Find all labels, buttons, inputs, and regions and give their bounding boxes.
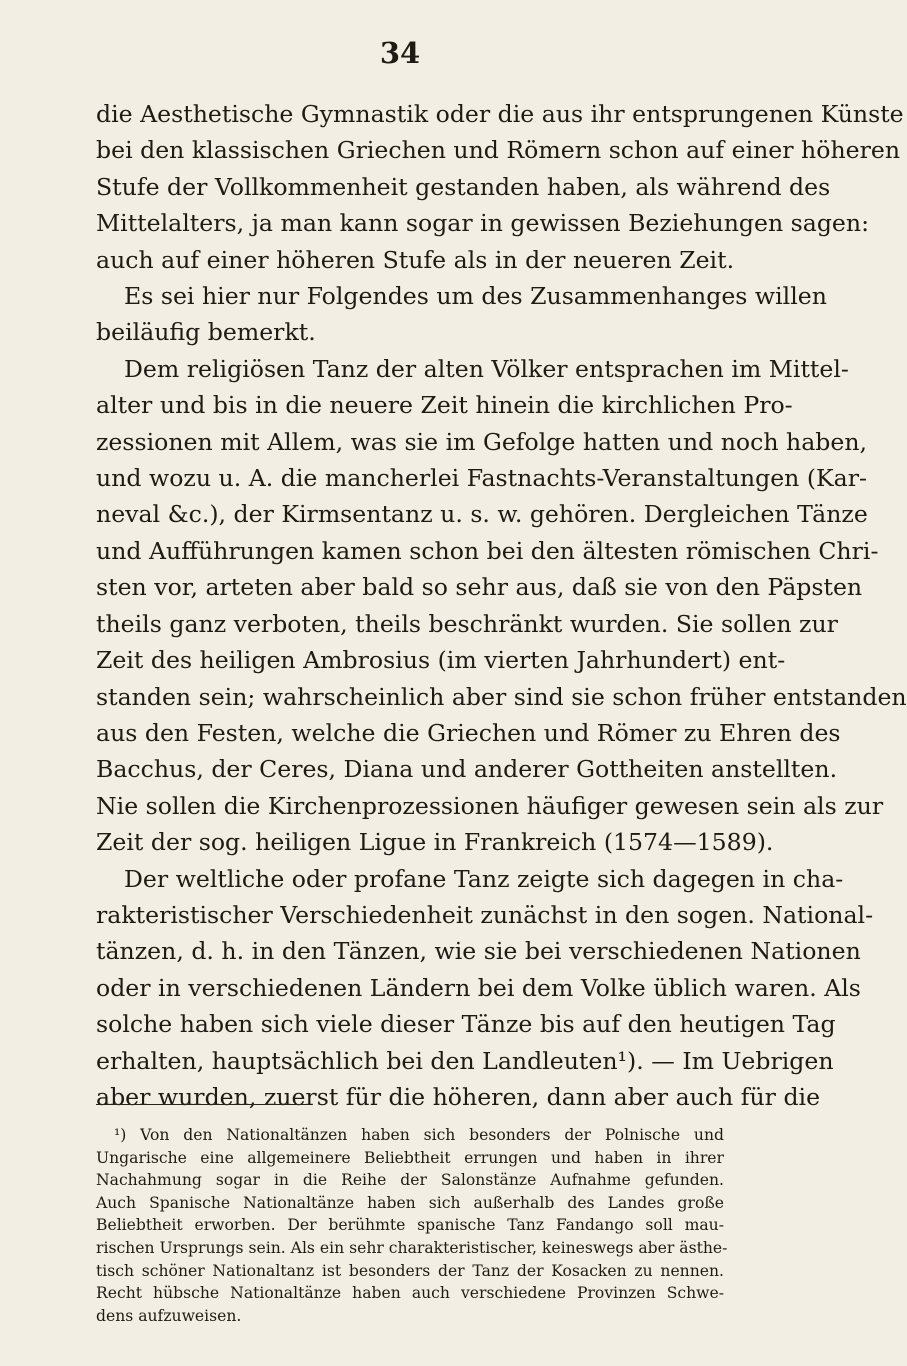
text-line: aus den Festen, welche die Griechen und Römer zu Ehren des xyxy=(96,718,841,747)
text-line: Nie sollen die Kirchenprozessionen häufiger gewesen sein als zur xyxy=(96,791,884,820)
footnote-line: tisch schöner Nationaltanz ist besonders der Tanz der Kosacken zu nennen. xyxy=(96,1261,724,1280)
text-line: zessionen mit Allem, was sie im Gefolge hatten und noch haben, xyxy=(96,427,868,456)
text-line: auch auf einer höheren Stufe als in der neueren Zeit. xyxy=(96,245,735,274)
text-line: und wozu u. A. die mancherlei Fastnachts-Veranstaltungen (Kar- xyxy=(96,464,868,493)
text-line: aber wurden, zuerst für die höheren, dann aber auch für die xyxy=(96,1082,821,1111)
footnote-line: Auch Spanische Nationaltänze haben sich außerhalb des Landes große xyxy=(96,1193,724,1212)
footnote-rule xyxy=(96,1104,310,1105)
text-line: standen sein; wahrscheinlich aber sind sie schon früher entstanden xyxy=(96,682,907,711)
text-line: erhalten, hauptsächlich bei den Landleuten¹). — Im Uebrigen xyxy=(96,1046,834,1075)
text-line: solche haben sich viele dieser Tänze bis auf den heutigen Tag xyxy=(96,1010,836,1039)
text-line: Bacchus, der Ceres, Diana und anderer Gottheiten anstellten. xyxy=(96,755,838,784)
text-line: sten vor, arteten aber bald so sehr aus, daß sie von den Päpsten xyxy=(96,573,863,602)
footnote-line: Recht hübsche Nationaltänze haben auch verschiedene Provinzen Schwe- xyxy=(96,1284,724,1303)
text-line: beiläufig bemerkt. xyxy=(96,318,316,347)
text-line: bei den klassischen Griechen und Römern schon auf einer höheren xyxy=(96,136,901,165)
text-line: Dem religiösen Tanz der alten Völker entsprachen im Mittel- xyxy=(124,354,849,383)
text-line: Zeit des heiligen Ambrosius (im vierten Jahrhundert) ent- xyxy=(96,646,786,675)
text-line: Stufe der Vollkommenheit gestanden haben, als während des xyxy=(96,172,831,201)
page-number: 34 xyxy=(379,36,421,70)
text-line: oder in verschiedenen Ländern bei dem Volke üblich waren. Als xyxy=(96,973,861,1002)
text-line: und Aufführungen kamen schon bei den ältesten römischen Chri- xyxy=(96,536,879,565)
text-line: Der weltliche oder profane Tanz zeigte sich dagegen in cha- xyxy=(124,864,844,893)
footnote-line: ¹) Von den Nationaltänzen haben sich besonders der Polnische und xyxy=(114,1126,724,1144)
text-line: tänzen, d. h. in den Tänzen, wie sie bei verschiedenen Nationen xyxy=(96,937,861,966)
text-line: alter und bis in die neuere Zeit hinein die kirchlichen Pro- xyxy=(96,391,793,420)
footnotes xyxy=(96,1124,728,1327)
text-line: Es sei hier nur Folgendes um des Zusammenhanges willen xyxy=(124,282,827,311)
footnote-line: Beliebtheit erworben. Der berühmte spanische Tanz Fandango soll mau- xyxy=(96,1216,724,1235)
footnote-line: rischen Ursprungs sein. Als ein sehr charakteristischer, keineswegs aber ästhe- xyxy=(96,1238,728,1257)
text-line: theils ganz verboten, theils beschränkt wurden. Sie sollen zur xyxy=(96,609,838,638)
footnote-line: Ungarische eine allgemeinere Beliebtheit errungen und haben in ihrer xyxy=(96,1148,724,1167)
footnote-line: Nachahmung sogar in die Reihe der Salonstänze Aufnahme gefunden. xyxy=(96,1171,724,1190)
text-line: die Aesthetische Gymnastik oder die aus ihr entsprungenen Künste xyxy=(96,100,904,128)
body-text xyxy=(96,96,907,1115)
footnote-line: dens aufzuweisen. xyxy=(96,1306,242,1325)
text-line: neval &c.), der Kirmsentanz u. s. w. gehören. Dergleichen Tänze xyxy=(96,500,868,529)
text-line: Zeit der sog. heiligen Ligue in Frankreich (1574—1589). xyxy=(96,828,774,857)
text-line: Mittelalters, ja man kann sogar in gewissen Beziehungen sagen: xyxy=(96,209,870,238)
text-line: rakteristischer Verschiedenheit zunächst in den sogen. National- xyxy=(96,900,874,929)
